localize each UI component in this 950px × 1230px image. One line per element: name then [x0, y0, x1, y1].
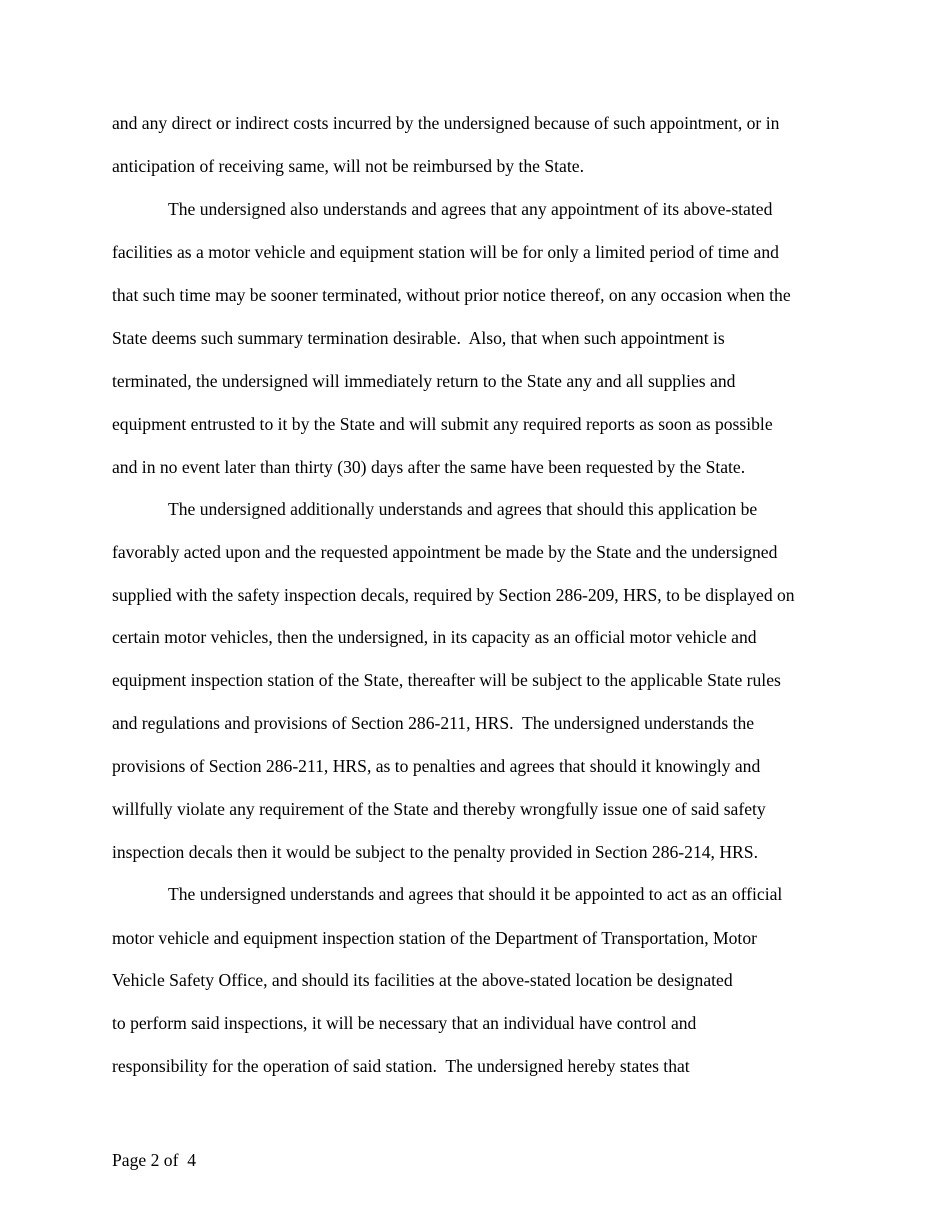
body-text-line: that such time may be sooner terminated, without prior notice thereof, on any occasion when the — [112, 285, 791, 305]
body-text-line: equipment entrusted to it by the State and will submit any required reports as soon as possible — [112, 414, 773, 434]
body-text-line: Vehicle Safety Office, and should its facilities at the above-stated location be designated — [112, 970, 733, 990]
body-text-line: certain motor vehicles, then the undersigned, in its capacity as an official motor vehicle and — [112, 627, 757, 647]
body-text-line: inspection decals then it would be subject to the penalty provided in Section 286-214, HRS. — [112, 842, 758, 862]
paragraph-first-line: The undersigned additionally understands and agrees that should this application be — [168, 499, 758, 519]
body-text-line: facilities as a motor vehicle and equipment station will be for only a limited period of time and — [112, 242, 779, 262]
body-text-line: State deems such summary termination desirable. Also, that when such appointment is — [112, 328, 725, 348]
body-text-line: and any direct or indirect costs incurred by the undersigned because of such appointment, or in — [112, 113, 780, 133]
body-text-line: supplied with the safety inspection decals, required by Section 286-209, HRS, to be displayed on — [112, 585, 795, 605]
paragraph-first-line: The undersigned understands and agrees that should it be appointed to act as an official — [168, 884, 783, 904]
body-text-line: anticipation of receiving same, will not be reimbursed by the State. — [112, 156, 584, 176]
body-text-line: and in no event later than thirty (30) days after the same have been requested by the State. — [112, 457, 746, 477]
page-number-footer: Page 2 of 4 — [112, 1150, 197, 1170]
body-text-line: provisions of Section 286-211, HRS, as to penalties and agrees that should it knowingly and — [112, 756, 761, 776]
body-text-line: to perform said inspections, it will be necessary that an individual have control and — [112, 1013, 697, 1033]
paragraph-first-line: The undersigned also understands and agrees that any appointment of its above-stated — [168, 199, 773, 219]
body-text-line: terminated, the undersigned will immediately return to the State any and all supplies and — [112, 371, 736, 391]
body-text-line: equipment inspection station of the State, thereafter will be subject to the applicable State rules — [112, 670, 781, 690]
body-text-line: willfully violate any requirement of the State and thereby wrongfully issue one of said safety — [112, 799, 766, 819]
body-text-line: favorably acted upon and the requested appointment be made by the State and the undersigned — [112, 542, 778, 562]
body-text-line: motor vehicle and equipment inspection station of the Department of Transportation, Motor — [112, 928, 757, 948]
body-text-line: responsibility for the operation of said station. The undersigned hereby states that — [112, 1056, 690, 1076]
body-text-line: and regulations and provisions of Section 286-211, HRS. The undersigned understands the — [112, 713, 755, 733]
